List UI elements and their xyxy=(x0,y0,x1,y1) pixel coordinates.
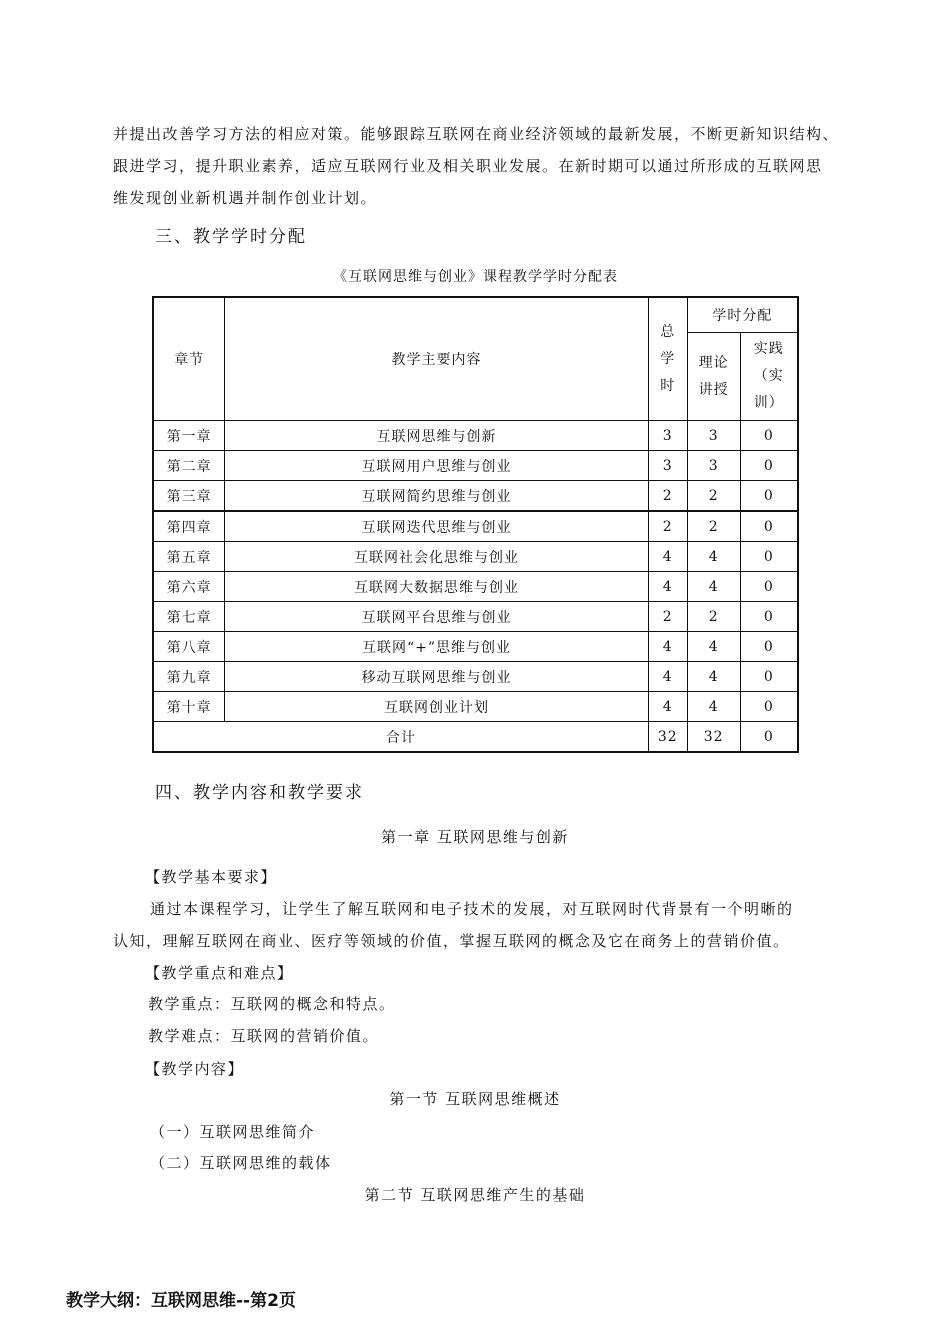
table-row: 第八章 互联网“+”思维与创业 4 4 0 xyxy=(153,632,798,662)
page-footer: 教学大纲：互联网思维--第2页 xyxy=(66,1291,296,1311)
intro-line: 并提出改善学习方法的相应对策。能够跟踪互联网在商业经济领域的最新发展，不断更新知识结构、 xyxy=(113,125,840,143)
header-total-hours: 总 学 时 xyxy=(648,297,687,421)
intro-line: 跟进学习，提升职业素养，适应互联网行业及相关职业发展。在新时期可以通过所形成的互联网思 xyxy=(113,157,823,175)
section3-heading: 三、教学学时分配 xyxy=(155,227,307,247)
difficulty: 教学难点：互联网的营销价值。 xyxy=(148,1027,380,1045)
key-point: 教学重点：互联网的概念和特点。 xyxy=(148,995,396,1013)
header-allocation: 学时分配 xyxy=(687,297,798,333)
basic-requirements-line: 通过本课程学习，让学生了解互联网和电子技术的发展，对互联网时代背景有一个明晰的 xyxy=(150,900,794,918)
header-practice: 实践 （实 训） xyxy=(740,333,798,421)
basic-requirements-label: 【教学基本要求】 xyxy=(145,868,278,886)
table-row: 第二章 互联网用户思维与创业 3 3 0 xyxy=(153,451,798,481)
header-theory: 理论 讲授 xyxy=(687,333,740,421)
table-row: 第四章 互联网迭代思维与创业 2 2 0 xyxy=(153,511,798,542)
section4-heading: 四、教学内容和教学要求 xyxy=(155,783,364,803)
table-total-row: 合计 32 32 0 xyxy=(153,722,798,753)
section1-title: 第一节 互联网思维概述 xyxy=(389,1090,561,1108)
basic-requirements-line: 认知，理解互联网在商业、医疗等领域的价值，掌握互联网的概念及它在商务上的营销价值。 xyxy=(113,932,790,950)
table-row: 第三章 互联网简约思维与创业 2 2 0 xyxy=(153,481,798,512)
content-item: （二）互联网思维的载体 xyxy=(150,1154,332,1172)
key-points-label: 【教学重点和难点】 xyxy=(145,964,294,982)
header-chapter: 章节 xyxy=(153,297,225,421)
intro-paragraph xyxy=(113,118,843,214)
table-row: 第一章 互联网思维与创新 3 3 0 xyxy=(153,421,798,451)
table-row: 第十章 互联网创业计划 4 4 0 xyxy=(153,692,798,722)
section2-title: 第二节 互联网思维产生的基础 xyxy=(364,1186,586,1204)
table-row: 第九章 移动互联网思维与创业 4 4 0 xyxy=(153,662,798,692)
content-label: 【教学内容】 xyxy=(145,1060,245,1078)
header-content: 教学主要内容 xyxy=(225,297,649,421)
hours-allocation-table xyxy=(152,296,799,753)
chapter1-title: 第一章 互联网思维与创新 xyxy=(381,828,569,846)
table-row: 第六章 互联网大数据思维与创业 4 4 0 xyxy=(153,572,798,602)
table-row: 第五章 互联网社会化思维与创业 4 4 0 xyxy=(153,542,798,572)
table-row: 第七章 互联网平台思维与创业 2 2 0 xyxy=(153,602,798,632)
intro-line: 维发现创业新机遇并制作创业计划。 xyxy=(113,189,378,207)
table-caption: 《互联网思维与创业》课程教学学时分配表 xyxy=(333,269,618,285)
content-item: （一）互联网思维简介 xyxy=(150,1123,316,1141)
